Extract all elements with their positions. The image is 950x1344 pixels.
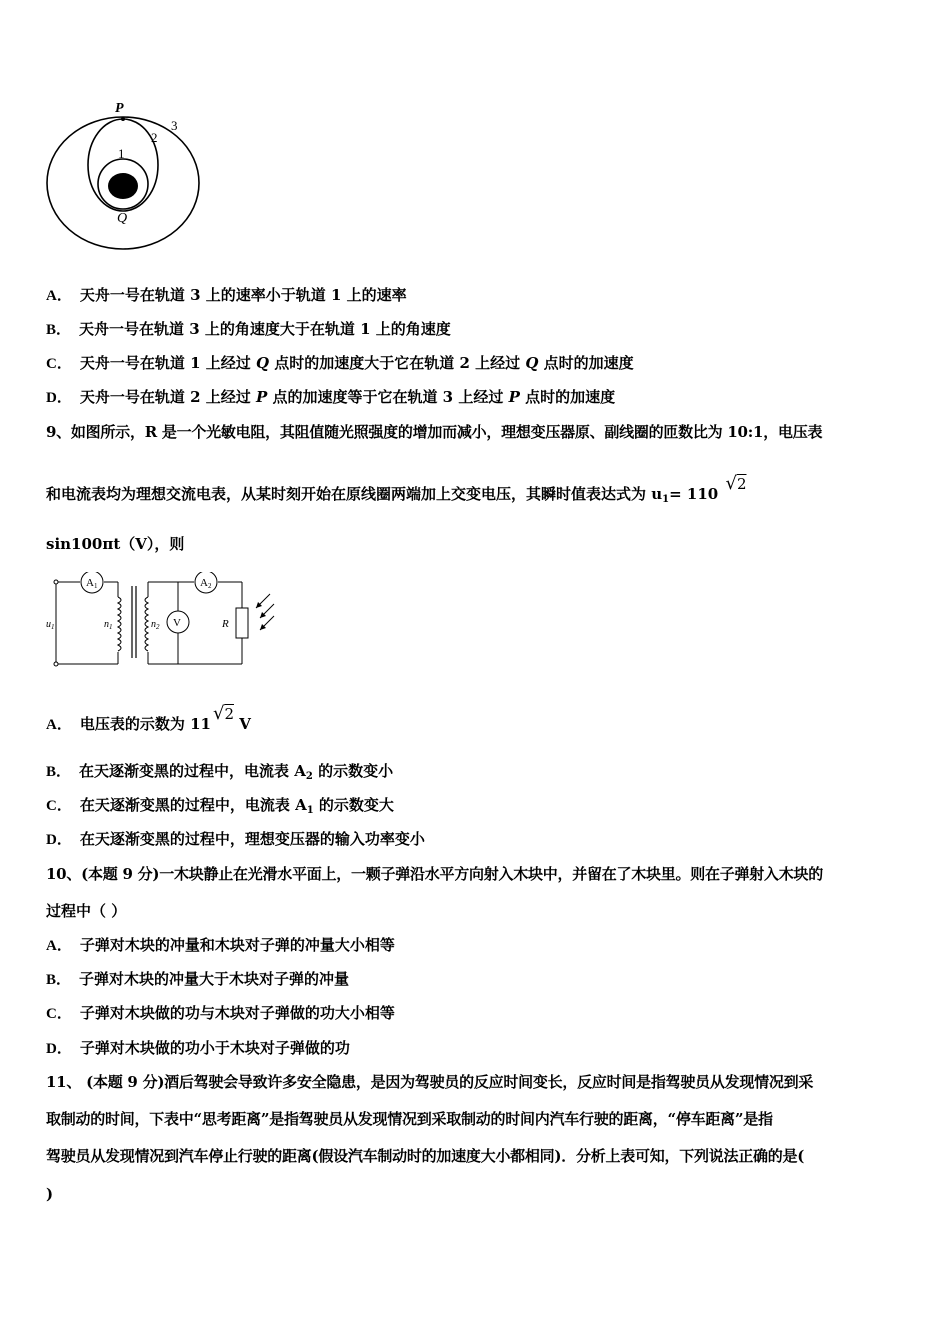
q9-option-b-letter: B．: [46, 764, 72, 780]
q8-option-c-var2: Q: [525, 354, 539, 372]
n1-label: $n_1$: [104, 619, 113, 631]
q9-option-a-letter: A．: [46, 717, 72, 733]
q8-option-c-text2: 点时的加速度大于它在轨道 2 上经过: [269, 354, 526, 372]
q10-option-a: [46, 935, 395, 956]
q11-stem-line1: 11、 (本题 9 分)酒后驾驶会导致许多安全隐患，是因为驾驶员的反应时间变长，反应时间是指驾驶员从发现情况到采: [46, 1073, 814, 1091]
q9-option-c-letter: C．: [46, 798, 72, 814]
terminal-top: [54, 580, 58, 584]
q8-option-a-letter: A．: [46, 288, 72, 304]
q10-option-b-text: 子弹对木块的冲量大于木块对子弹的冲量: [79, 970, 350, 988]
u1-label: $u_1$: [46, 619, 55, 631]
q10-option-d-letter: D．: [46, 1041, 72, 1057]
label-p: P: [115, 101, 124, 116]
q9-stem-sqrt: √2: [725, 473, 747, 494]
q9-stem-u1-sub: 1: [662, 494, 670, 505]
q8-option-d-var1: P: [255, 388, 268, 406]
q9-option-a-sqrt-num: 2: [224, 705, 234, 723]
q8-option-d-text: 天舟一号在轨道 2 上经过: [79, 388, 256, 406]
q9-option-c: [46, 795, 394, 821]
q8-option-c: [46, 353, 634, 374]
terminal-bottom: [54, 662, 58, 666]
planet: [108, 173, 138, 199]
q9-option-b-tail: 的示数变小: [312, 762, 394, 780]
n2-label: $n_2$: [151, 619, 160, 631]
q10-option-d: [46, 1038, 350, 1059]
orbit-figure: [44, 98, 214, 258]
q10-option-c-text: 子弹对木块做的功与木块对子弹做的功大小相等: [79, 1004, 395, 1022]
q9-option-d: [46, 829, 425, 850]
q9-stem-line1: 9、如图所示，R 是一个光敏电阻，其阻值随光照强度的增加而减小，理想变压器原、副线圈的匝数比为 10:1，电压表: [46, 423, 823, 441]
q10-stem-line2: 过程中（ ）: [46, 902, 127, 920]
q9-option-c-tail: 的示数变大: [313, 796, 394, 814]
q8-option-d: [46, 387, 615, 408]
q9-option-a-sqrt: √2: [212, 703, 234, 724]
q9-stem-line3: sin100πt（V），则: [46, 535, 185, 553]
q9-stem-line2-text: 和电流表均为理想交流电表，从某时刻开始在原线圈两端加上交变电压，其瞬时值表达式为 u: [46, 485, 663, 503]
q9-stem-sqrt-num: 2: [736, 475, 747, 493]
q8-option-c-letter: C．: [46, 356, 72, 372]
q10-stem-line1: 10、(本题 9 分)一木块静止在光滑水平面上，一颗子弹沿水平方向射入木块中，并留在了木块里。则在子弹射入木块的: [46, 865, 823, 883]
q9-option-c-sub: 1: [306, 805, 314, 816]
q10-option-c: [46, 1003, 395, 1024]
q8-option-c-var1: Q: [255, 354, 270, 372]
q8-option-d-text3: 点时的加速度: [519, 388, 616, 406]
voltmeter-label: V: [173, 617, 181, 629]
q9-option-b-sub: 2: [305, 771, 313, 782]
q8-option-d-letter: D．: [46, 390, 72, 406]
r-label: R: [222, 618, 229, 630]
q10-option-a-letter: A．: [46, 938, 72, 954]
q11-stem-line2: 取制动的时间，下表中“思考距离”是指驾驶员从发现情况到采取制动的时间内汽车行驶的距离，“停车距离”是指: [46, 1110, 773, 1128]
q9-option-d-text: 在天逐渐变黑的过程中，理想变压器的输入功率变小: [79, 830, 425, 848]
q8-option-b-text: 天舟一号在轨道 3 上的角速度大于在轨道 1 上的角速度: [79, 320, 451, 338]
q8-option-c-text3: 点时的加速度: [538, 354, 634, 372]
label-orbit-3: 3: [171, 118, 178, 133]
q11-stem-line4: ): [46, 1185, 54, 1203]
label-orbit-2: 2: [151, 130, 158, 145]
q8-option-b: [46, 319, 451, 340]
q8-option-d-text2: 点的加速度等于它在轨道 3 上经过: [267, 388, 509, 406]
q9-option-b-text: 在天逐渐变黑的过程中，电流表 A: [79, 762, 306, 780]
q9-option-c-text: 在天逐渐变黑的过程中，电流表 A: [79, 796, 307, 814]
q10-option-b-letter: B．: [46, 972, 72, 988]
transformer-circuit: [44, 572, 284, 672]
q10-option-c-letter: C．: [46, 1006, 72, 1022]
point-p-marker: [121, 117, 125, 121]
q10-option-d-text: 子弹对木块做的功小于木块对子弹做的功: [79, 1039, 350, 1057]
q9-option-a-unit: V: [233, 715, 251, 733]
q9-stem-line2-tail: = 110: [669, 485, 719, 503]
q8-option-a-text: 天舟一号在轨道 3 上的速率小于轨道 1 上的速率: [79, 286, 407, 304]
q8-option-b-letter: B．: [46, 322, 72, 338]
q10-option-b: [46, 969, 349, 990]
label-orbit-1: 1: [118, 146, 125, 161]
ammeter-a2-label: A2: [200, 577, 212, 590]
q9-stem-line2: [46, 473, 747, 510]
q8-option-c-text: 天舟一号在轨道 1 上经过: [79, 354, 256, 372]
q9-option-d-letter: D．: [46, 832, 72, 848]
q8-option-d-var2: P: [508, 388, 520, 406]
q9-option-a-text: 电压表的示数为 11: [79, 715, 211, 733]
q10-option-a-text: 子弹对木块的冲量和木块对子弹的冲量大小相等: [79, 936, 395, 954]
q9-option-b: [46, 761, 393, 787]
label-q: Q: [117, 211, 128, 226]
ammeter-a1-label: A1: [86, 577, 98, 590]
q9-option-a: [46, 703, 251, 735]
q8-option-a: [46, 285, 407, 306]
q11-stem-line3: 驾驶员从发现情况到汽车停止行驶的距离(假设汽车制动时的加速度大小都相同)．分析上表可知，下列说法正确的是(: [46, 1147, 805, 1165]
